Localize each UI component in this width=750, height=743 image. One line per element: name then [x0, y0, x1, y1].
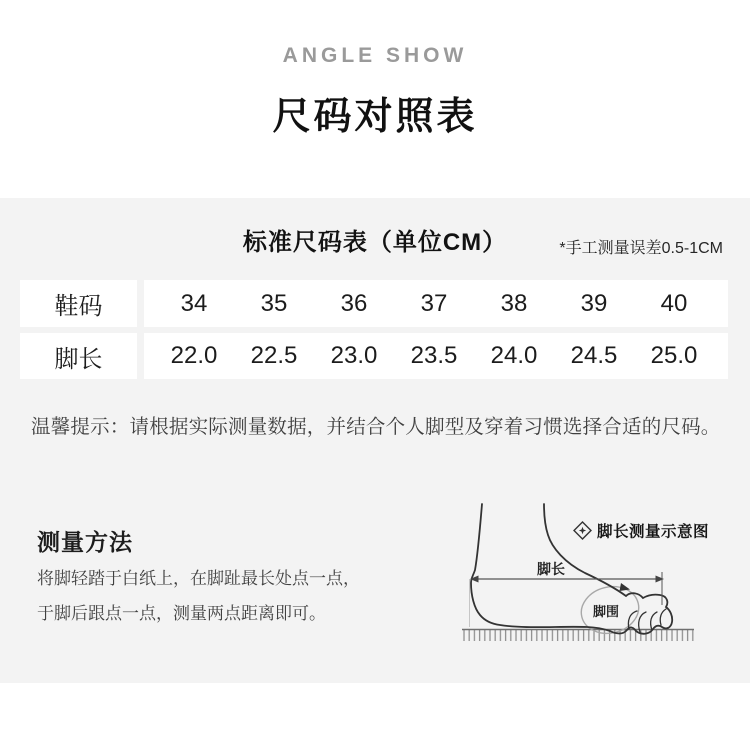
size-cell: 36	[340, 289, 368, 317]
diagram-caption-text: 脚长测量示意图	[597, 523, 710, 541]
table-row-foot-length	[20, 333, 728, 379]
size-cell: 40	[660, 289, 688, 317]
foot-girth-label: 脚围	[592, 604, 620, 619]
eyebrow-text: ANGLE SHOW	[282, 44, 468, 67]
instruction-line-1: 将脚轻踏于白纸上，在脚趾最长处点一点，	[37, 569, 360, 588]
foot-length-arrow	[470, 572, 664, 605]
length-cell: 23.5	[410, 342, 458, 369]
measure-method-instructions	[37, 561, 427, 631]
measure-method-heading: 测量方法	[37, 529, 133, 555]
size-cell: 34	[180, 289, 208, 317]
instruction-line-2: 于脚后跟点一点，测量两点距离即可。	[37, 604, 326, 623]
table-row-shoe-size	[20, 280, 728, 327]
diagram-caption	[574, 522, 709, 541]
length-cell: 23.0	[330, 342, 378, 369]
length-cell: 22.0	[170, 342, 218, 369]
size-cell: 37	[420, 289, 448, 317]
ruler	[462, 630, 694, 642]
table-title: 标准尺码表（单位CM）	[242, 229, 508, 256]
row-label-foot-length: 脚长	[20, 333, 137, 379]
size-cell: 39	[580, 289, 608, 317]
header	[0, 0, 750, 198]
length-cell: 25.0	[650, 342, 698, 369]
page-title: 尺码对照表	[272, 96, 478, 138]
row-values-foot-length	[144, 333, 728, 379]
size-cell: 35	[260, 289, 288, 317]
length-cell: 24.5	[570, 342, 618, 369]
diamond-star-icon-center	[579, 527, 586, 534]
size-cell: 38	[500, 289, 528, 317]
warm-tip-text: 温馨提示：请根据实际测量数据，并结合个人脚型及穿着习惯选择合适的尺码。	[31, 416, 721, 438]
size-panel	[0, 198, 750, 683]
row-values-shoe-size	[144, 280, 728, 327]
foot-length-label: 脚长	[537, 561, 565, 577]
measurement-tolerance-note: *手工测量误差0.5-1CM	[559, 240, 723, 257]
row-label-shoe-size: 鞋码	[20, 280, 137, 327]
foot-measurement-diagram	[430, 498, 710, 650]
length-cell: 22.5	[250, 342, 298, 369]
length-cell: 24.0	[490, 342, 538, 369]
